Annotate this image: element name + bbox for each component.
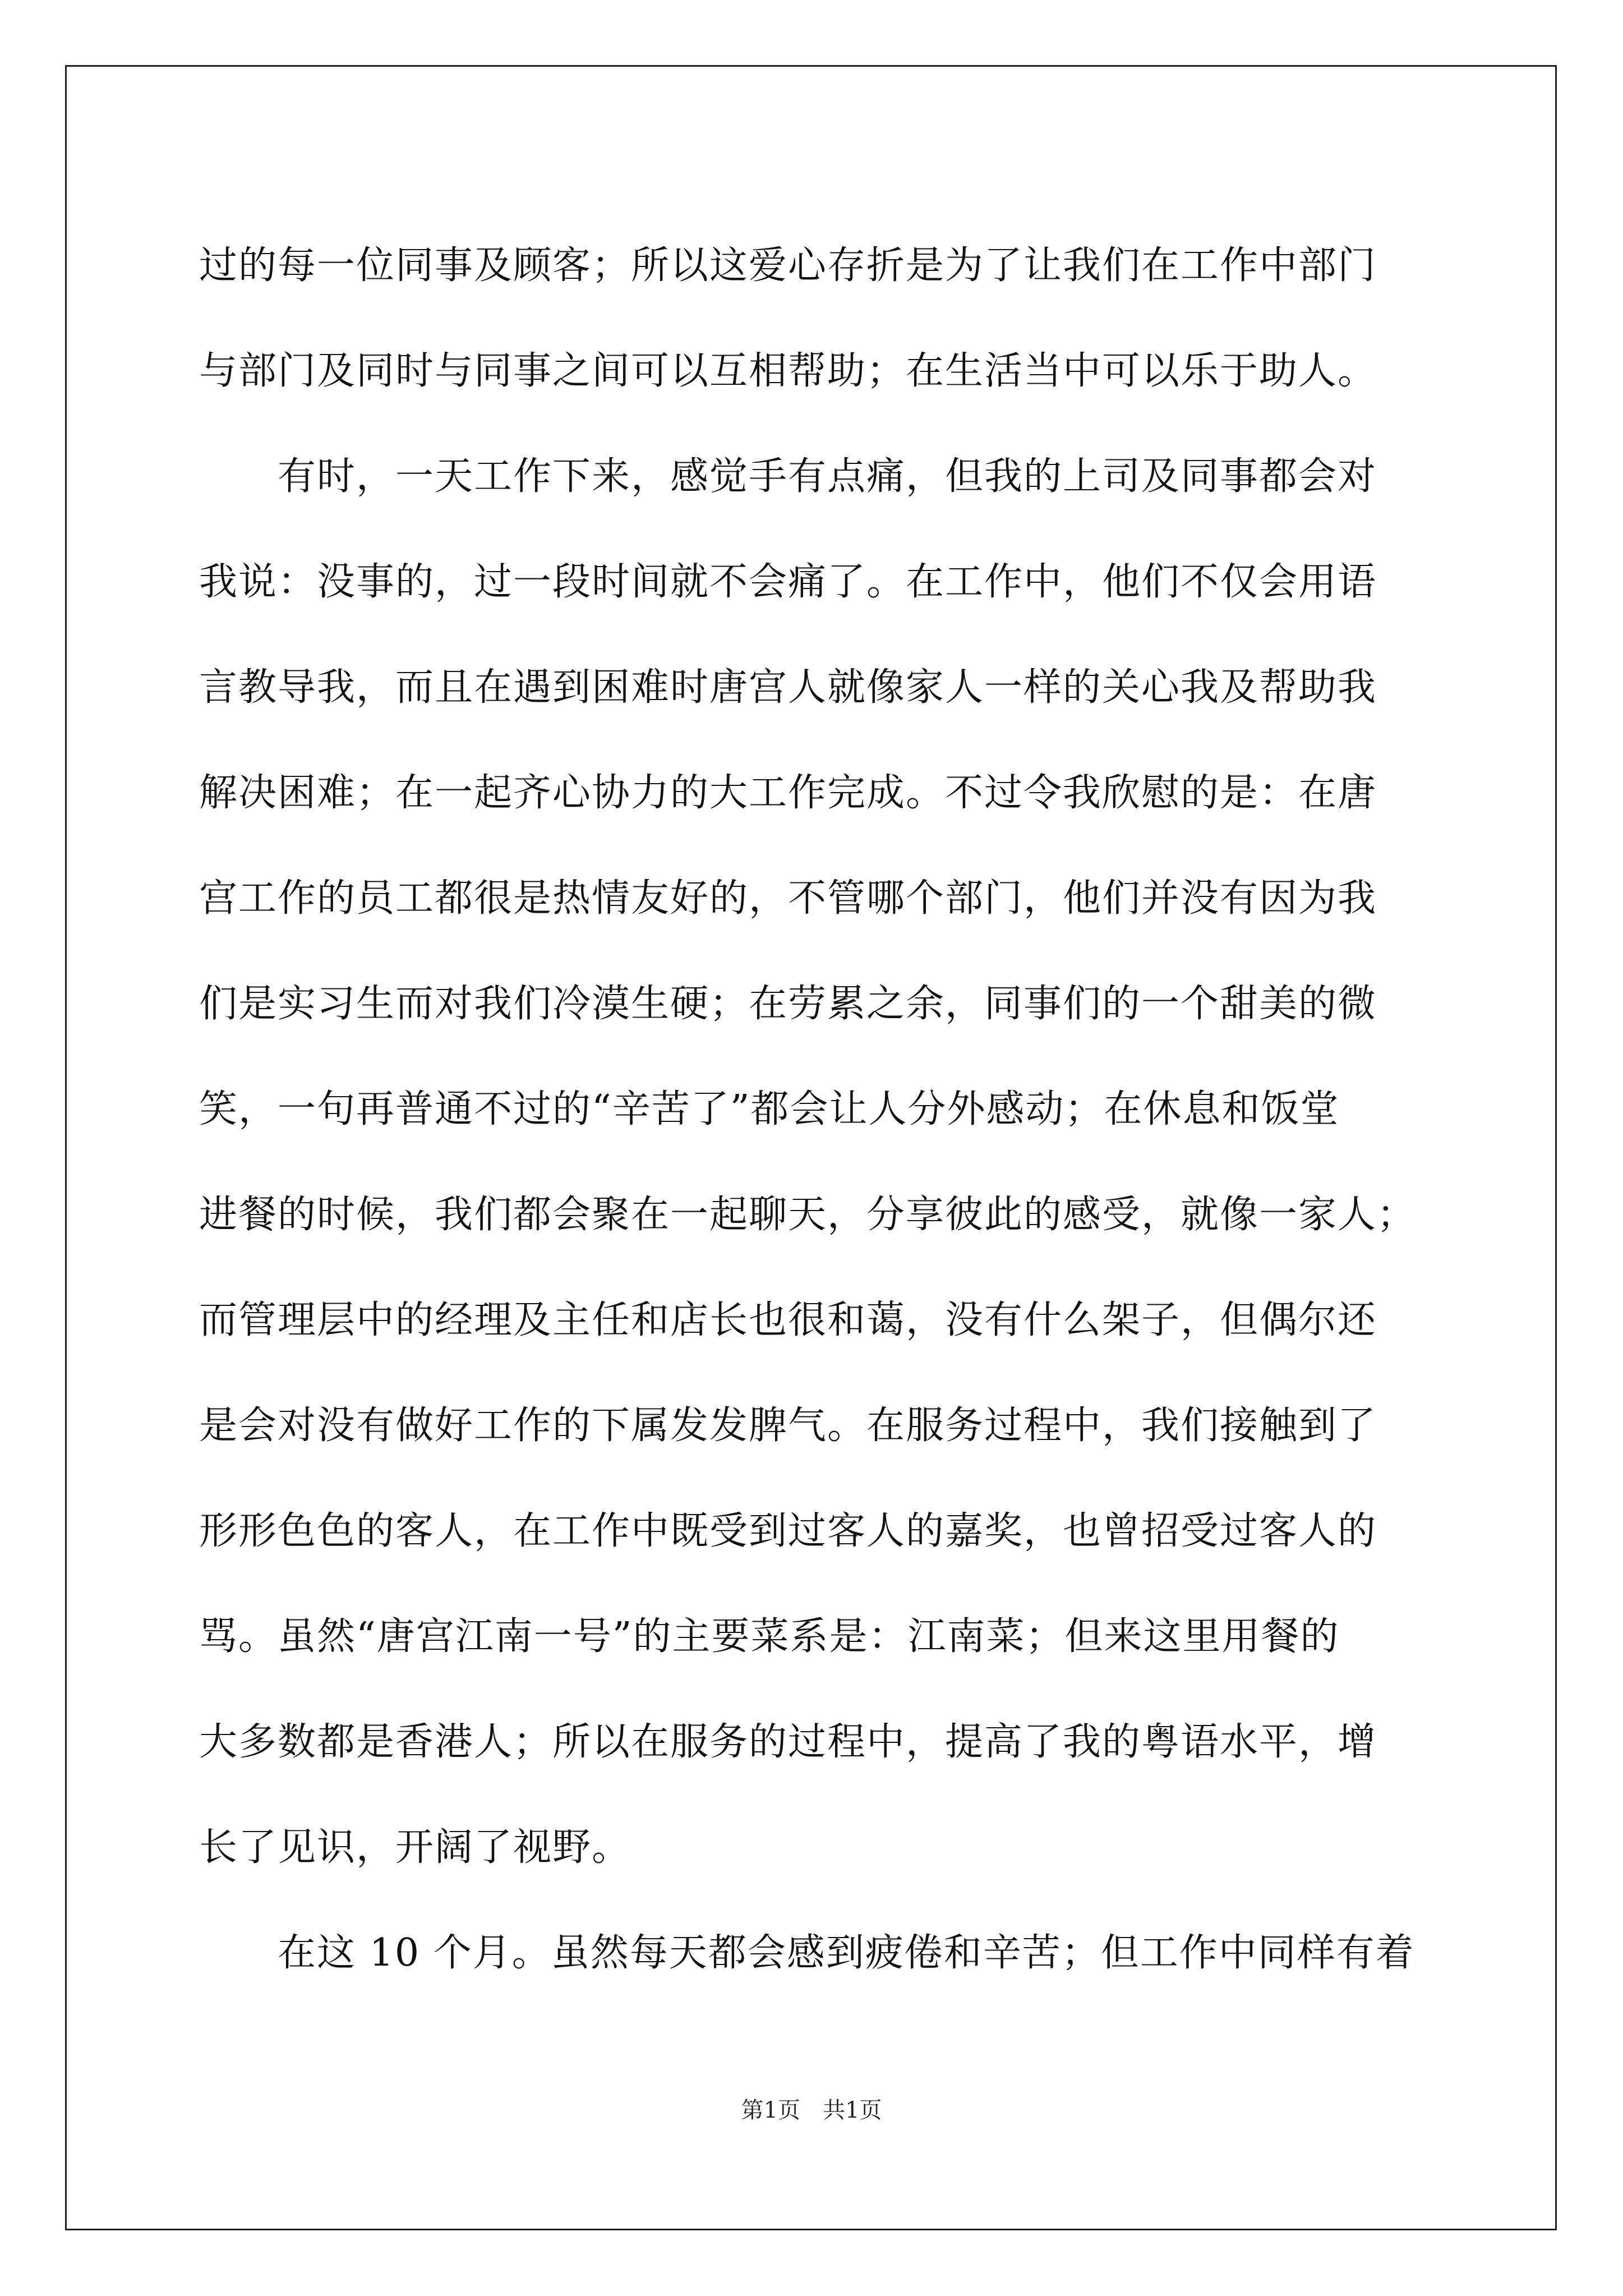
text-line: 大多数都是香港人；所以在服务的过程中，提高了我的粤语水平，增 (199, 1720, 1377, 1764)
document-body (199, 213, 1433, 2006)
text-line: 我说：没事的，过一段时间就不会痛了。在工作中，他们不仅会用语 (199, 560, 1377, 604)
text-line: 解决困难；在一起齐心协力的大工作完成。不过令我欣慰的是：在唐 (199, 771, 1377, 815)
text-line: 宫工作的员工都很是热情友好的，不管哪个部门，他们并没有因为我 (199, 876, 1377, 921)
page-number-footer: 第1页 共1页 (741, 2097, 882, 2123)
paragraph-start-line: 在这 10 个月。虽然每天都会感到疲倦和辛苦；但工作中同样有着 (278, 1931, 1415, 1975)
text-line: 长了见识，开阔了视野。 (199, 1825, 631, 1870)
text-line: 过的每一位同事及顾客；所以这爱心存折是为了让我们在工作中部门 (199, 243, 1377, 288)
text-line: 笑，一句再普通不过的“辛苦了”都会让人分外感动；在休息和饭堂 (199, 1087, 1340, 1131)
text-line: 言教导我，而且在遇到困难时唐宫人就像家人一样的关心我及帮助我 (199, 665, 1377, 710)
text-line: 们是实习生而对我们冷漠生硬；在劳累之余，同事们的一个甜美的微 (199, 982, 1377, 1026)
text-line: 进餐的时候，我们都会聚在一起聊天，分享彼此的感受，就像一家人； (199, 1193, 1417, 1237)
text-line: 骂。虽然“唐宫江南一号”的主要菜系是：江南菜；但来这里用餐的 (199, 1614, 1340, 1659)
paragraph-start-line: 有时，一天工作下来，感觉手有点痛，但我的上司及同事都会对 (278, 454, 1377, 499)
text-line: 是会对没有做好工作的下属发发脾气。在服务过程中，我们接触到了 (199, 1404, 1377, 1448)
text-line: 形形色色的客人，在工作中既受到过客人的嘉奖，也曾招受过客人的 (199, 1509, 1377, 1553)
text-line: 与部门及同时与同事之间可以互相帮助；在生活当中可以乐于助人。 (199, 349, 1377, 393)
text-line: 而管理层中的经理及主任和店长也很和蔼，没有什么架子，但偶尔还 (199, 1298, 1377, 1342)
